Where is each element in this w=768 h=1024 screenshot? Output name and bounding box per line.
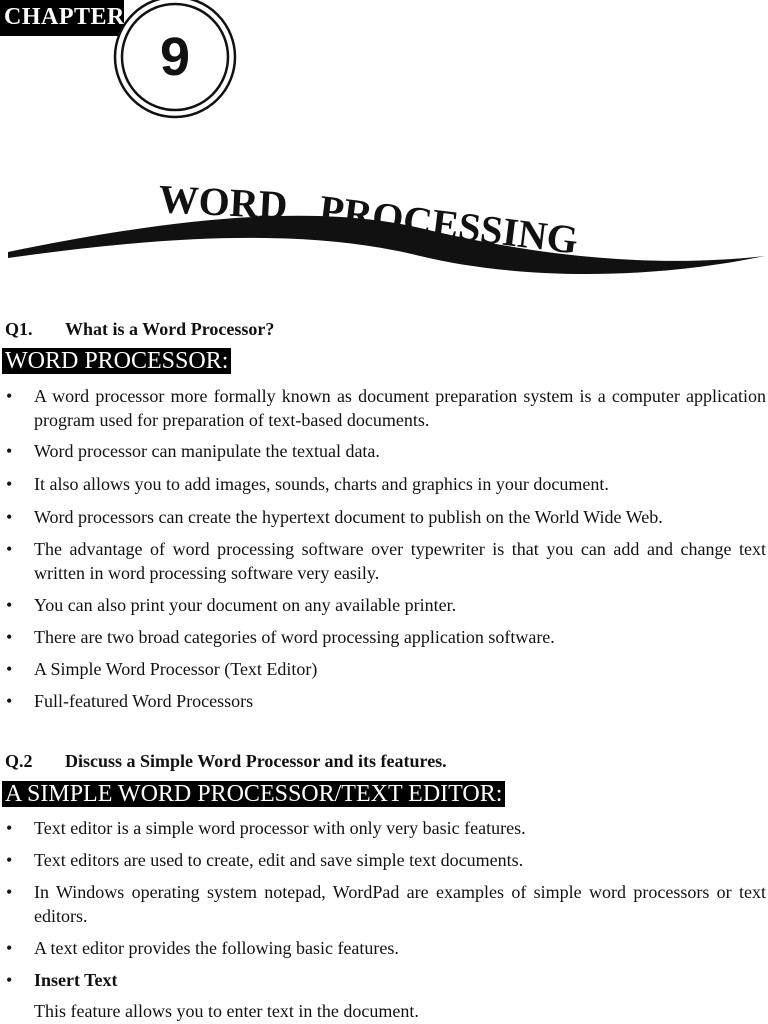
feature-description: This feature allows you to enter text in the document.: [34, 1001, 419, 1021]
question-text: What is a Word Processor?: [65, 319, 275, 339]
list-item: • It also allows you to add images, sounds, charts and graphics in your document.: [6, 474, 609, 494]
list-item: • There are two broad categories of word processing application software.: [6, 627, 555, 647]
chapter-title-part1: WORD: [157, 176, 289, 228]
question-1: [5, 318, 274, 340]
list-item: • Text editors are used to create, edit and save simple text documents.: [6, 850, 524, 870]
chapter-number: 9: [159, 27, 191, 87]
feature-title: Insert Text: [34, 970, 118, 990]
question-number: Q.2: [5, 751, 33, 771]
list-item: • In Windows operating system notepad, WordPad are examples of simple word processors or text editors.: [6, 882, 766, 926]
q1-bullet-list: [0, 384, 768, 713]
list-item: • You can also print your document on any available printer.: [6, 595, 457, 615]
chapter-label: CHAPTER: [0, 0, 124, 36]
question-number: Q1.: [5, 319, 33, 339]
list-item: • Word processor can manipulate the textual data.: [6, 441, 380, 461]
chapter-title: [0, 170, 768, 290]
chapter-title-part2: PROCESSING: [316, 186, 581, 263]
question-text: Discuss a Simple Word Processor and its features.: [65, 751, 447, 771]
list-item: • A word processor more formally known as document preparation system is a computer application program used for preparation of text-based documents.: [6, 386, 766, 430]
section-heading-simple-word-processor: A SIMPLE WORD PROCESSOR/TEXT EDITOR:: [2, 781, 505, 807]
list-item: • The advantage of word processing software over typewriter is that you can add and change text written in word processing software very easily.: [6, 539, 766, 583]
list-item: • Full-featured Word Processors: [6, 691, 254, 711]
list-item-feature: • Insert Text: [6, 970, 118, 990]
q2-bullet-list: [0, 816, 768, 992]
list-item: • A Simple Word Processor (Text Editor): [6, 659, 318, 679]
question-2: [5, 750, 447, 772]
list-item: • Text editor is a simple word processor with only very basic features.: [6, 818, 526, 838]
section-heading-word-processor: WORD PROCESSOR:: [2, 348, 231, 374]
list-item: • Word processors can create the hypertext document to publish on the World Wide Web.: [6, 507, 663, 527]
list-item: • A text editor provides the following basic features.: [6, 938, 399, 958]
